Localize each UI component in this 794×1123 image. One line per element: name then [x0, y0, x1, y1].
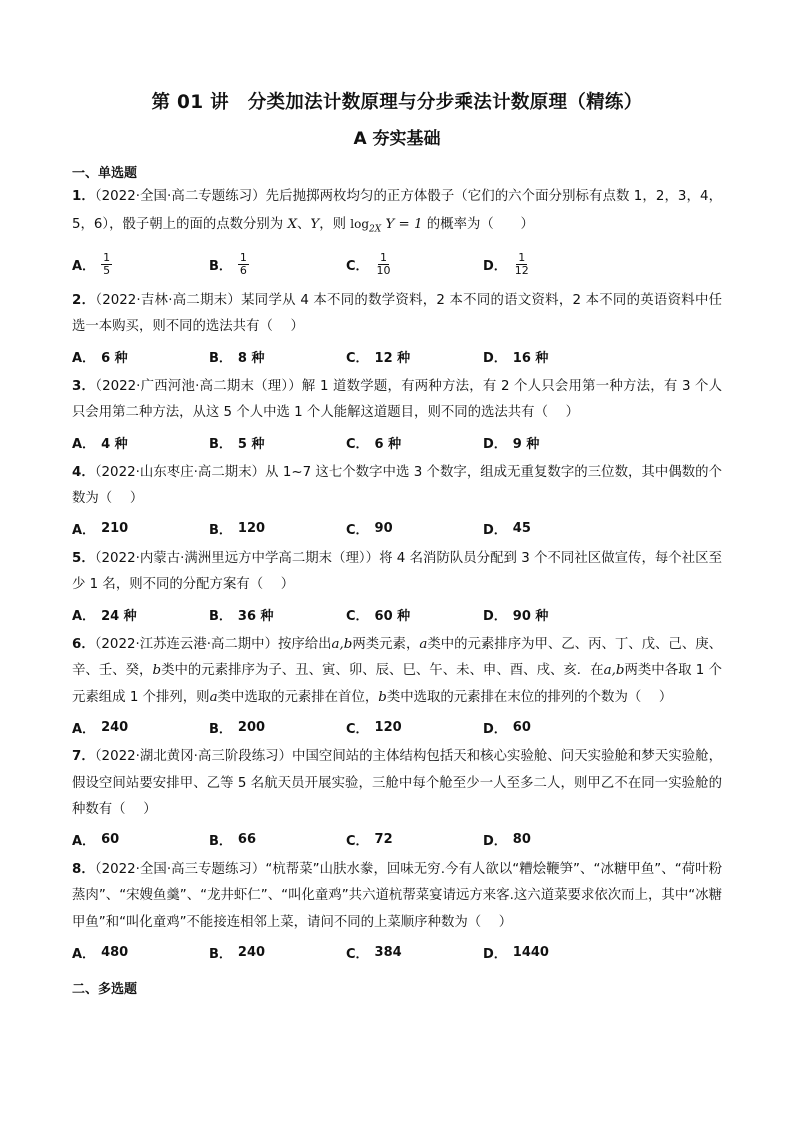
option-value: 60: [512, 719, 531, 735]
option-value: 200: [237, 719, 266, 735]
option-value: 72: [374, 832, 393, 848]
option-label: B．: [209, 946, 232, 962]
question-source: （2022·江苏连云港·高二期中）: [94, 636, 278, 652]
option-a[interactable]: [72, 252, 209, 278]
option-c[interactable]: [346, 433, 483, 452]
option-c[interactable]: [346, 252, 483, 278]
options-row: [72, 826, 722, 854]
numerator: 1: [239, 250, 247, 264]
option-value: 9 种: [512, 437, 540, 453]
option-value: 90: [374, 521, 393, 537]
option-c[interactable]: [346, 943, 483, 962]
option-value: 5 种: [237, 437, 265, 453]
option-a[interactable]: [72, 433, 209, 452]
option-label: D．: [483, 721, 507, 737]
question-3: [72, 374, 722, 427]
section-heading-single-choice: 一、单选题: [72, 165, 138, 181]
numerator: 1: [103, 250, 111, 264]
option-value: 60: [101, 832, 120, 848]
option-label: C．: [346, 437, 369, 453]
question-8: [72, 857, 722, 937]
question-text: 两类元素，: [352, 636, 420, 652]
option-value: 6 种: [374, 437, 402, 453]
option-value: 12 种: [374, 351, 411, 367]
option-label: D．: [483, 351, 507, 367]
option-value: 24 种: [101, 609, 137, 625]
option-value: 240: [101, 719, 129, 735]
option-a[interactable]: [72, 718, 209, 737]
question-text: 从 1~7 这七个数字中选 3 个数字，组成无重复数字的三位数，其中偶数的个数为（ ）: [72, 464, 722, 507]
option-label: D．: [483, 437, 507, 453]
option-c[interactable]: [346, 830, 483, 849]
question-number: 1．: [72, 189, 95, 205]
option-label: A．: [72, 259, 96, 275]
option-label: D．: [483, 523, 507, 539]
question-number: 6．: [72, 636, 95, 652]
math-var: b: [152, 663, 162, 679]
options-row: [72, 713, 722, 741]
option-b[interactable]: [209, 943, 346, 962]
question-source: （2022·内蒙古·满洲里远方中学高二期末（理））: [94, 550, 380, 566]
question-number: 8．: [72, 861, 95, 877]
question-text: 按序给出: [277, 636, 332, 652]
option-d[interactable]: [483, 347, 620, 366]
question-text: 类中选取的元素排在末位的排列的个数为（ ）: [386, 689, 673, 705]
question-number: 7．: [72, 749, 95, 765]
options-row: [72, 245, 722, 285]
question-text: 的概率为（ ）: [422, 216, 534, 232]
question-text: 解 1 道数学题，有两种方法，有 2 个人只会用第一种方法，有 3 个人只会用第二种方法，从这 5 个人中选 1 个人能解这道题目，则不同的选法共有（ ）: [72, 378, 722, 421]
option-label: D．: [483, 834, 507, 850]
option-label: C．: [346, 351, 369, 367]
math-log-arg: Y = 1: [381, 216, 423, 232]
math-var: a,b: [331, 636, 353, 652]
option-label: B．: [209, 437, 232, 453]
option-value: 1440: [512, 944, 549, 960]
option-label: D．: [483, 259, 507, 275]
option-b[interactable]: [209, 433, 346, 452]
option-label: C．: [346, 523, 369, 539]
numerator: 1: [518, 250, 526, 264]
option-label: B．: [209, 721, 232, 737]
question-text: 类中的元素排序为子、丑、寅、卯、辰、巳、午、未、申、酉、戌、亥．在: [161, 663, 604, 679]
math-log-base: 2X: [369, 224, 382, 235]
option-value: 480: [101, 944, 129, 960]
options-row: [72, 515, 722, 543]
option-value: 8 种: [237, 351, 265, 367]
option-value: 90 种: [512, 609, 549, 625]
math-log: log: [350, 216, 370, 231]
option-label: D．: [483, 609, 507, 625]
option-d[interactable]: [483, 252, 620, 278]
option-label: A．: [72, 609, 96, 625]
option-a[interactable]: [72, 347, 209, 366]
option-label: D．: [483, 946, 507, 962]
option-value: 80: [512, 832, 531, 848]
option-label: A．: [72, 721, 96, 737]
question-4: [72, 460, 722, 513]
option-a[interactable]: [72, 830, 209, 849]
numerator: 1: [380, 250, 388, 264]
option-b[interactable]: [209, 347, 346, 366]
option-label: A．: [72, 946, 96, 962]
denominator: 5: [103, 264, 111, 278]
option-c[interactable]: [346, 347, 483, 366]
option-a[interactable]: [72, 605, 209, 624]
question-source: （2022·全国·高二专题练习）: [94, 189, 266, 205]
option-a[interactable]: [72, 519, 209, 538]
math-var: X: [287, 216, 298, 232]
question-text: 、: [297, 216, 311, 232]
option-d[interactable]: [483, 718, 620, 737]
denominator: 10: [376, 264, 391, 278]
math-var: a: [209, 689, 218, 705]
question-text: “杭帮菜”山肤水豢，回味无穷.今有人欲以“糟烩鞭笋”、“冰糖甲鱼”、“荷叶粉蒸肉”、“宋嫂鱼羹”、“龙井虾仁”、“叫化童鸡”共六道杭帮菜宴请远方来客.这六道菜要求依次而上，其中“冰糖甲鱼”和“叫化童鸡”不能接连相邻上菜，请问不同的上菜顺序种数为（ ）: [72, 861, 722, 930]
options-row: [72, 938, 722, 966]
math-var: a: [419, 636, 428, 652]
math-var: a,b: [603, 663, 625, 679]
option-label: C．: [346, 721, 369, 737]
option-label: A．: [72, 351, 96, 367]
question-source: （2022·山东枣庄·高二期末）: [94, 464, 266, 480]
option-label: C．: [346, 946, 369, 962]
fraction: [513, 252, 531, 278]
option-value: 16 种: [512, 351, 549, 367]
option-label: B．: [209, 834, 232, 850]
option-label: B．: [209, 609, 232, 625]
options-row: [72, 429, 722, 457]
option-label: B．: [209, 351, 232, 367]
option-d[interactable]: [483, 605, 620, 624]
fraction: [101, 252, 112, 278]
question-6: [72, 632, 722, 712]
section-heading-multiple-choice: 二、多选题: [72, 982, 138, 998]
options-row: [72, 601, 722, 629]
question-text: 中国空间站的主体结构包括天和核心实验舱、问天实验舱和梦天实验舱，假设空间站要安排甲、乙等 5 名航天员开展实验，三舱中每个舱至少一人至多二人，则甲乙不在同一实验舱的种数有（ ）: [72, 749, 722, 818]
options-row: [72, 343, 722, 371]
question-source: （2022·广西河池·高二期末（理））: [95, 378, 302, 394]
option-label: A．: [72, 437, 96, 453]
page-subtitle: A 夯实基础: [353, 129, 441, 150]
option-label: A．: [72, 523, 96, 539]
question-text: 类中选取的元素排在首位，: [217, 689, 379, 705]
question-source: （2022·吉林·高二期末）: [95, 292, 242, 308]
option-d[interactable]: [483, 943, 620, 962]
option-value: 240: [237, 944, 266, 960]
fraction: [238, 252, 249, 278]
option-a[interactable]: [72, 943, 209, 962]
math-var: Y: [310, 216, 320, 232]
question-text: 先后抛掷两枚均匀的正方体骰子（它们的六个面分别标有点数 1，2，3，4，5，6），骰子朝上的面的点数分别为: [72, 189, 722, 232]
option-label: B．: [209, 259, 232, 275]
question-text: 将 4 名消防队员分配到 3 个不同社区做宣传，每个社区至少 1 名，则不同的分配方案有（ ）: [72, 550, 722, 593]
option-value: 120: [374, 719, 402, 735]
option-label: A．: [72, 834, 96, 850]
question-number: 2．: [72, 292, 96, 308]
question-1: [72, 184, 722, 243]
question-text: 某同学从 4 本不同的数学资料，2 本不同的语文资料，2 本不同的英语资料中任选一本购买，则不同的选法共有（ ）: [72, 292, 723, 335]
option-c[interactable]: [346, 519, 483, 538]
question-number: 4．: [72, 464, 95, 480]
option-label: C．: [346, 259, 369, 275]
fraction: [375, 252, 393, 278]
denominator: 12: [514, 264, 529, 278]
question-number: 3．: [72, 378, 96, 394]
option-d[interactable]: [483, 433, 620, 452]
option-c[interactable]: [346, 605, 483, 624]
question-text: ，则: [319, 216, 351, 232]
option-value: 66: [237, 832, 257, 848]
option-value: 36 种: [237, 609, 274, 625]
option-value: 210: [101, 521, 129, 537]
denominator: 6: [239, 264, 247, 278]
option-b[interactable]: [209, 519, 346, 538]
question-source: （2022·全国·高三专题练习）: [94, 861, 266, 877]
option-d[interactable]: [483, 830, 620, 849]
option-b[interactable]: [209, 830, 346, 849]
page-title: 第 01 讲 分类加法计数原理与分步乘法计数原理（精练）: [151, 92, 643, 113]
option-value: 60 种: [374, 609, 411, 625]
option-b[interactable]: [209, 718, 346, 737]
option-label: C．: [346, 609, 369, 625]
option-d[interactable]: [483, 519, 620, 538]
question-number: 5．: [72, 550, 95, 566]
question-2: [72, 288, 722, 341]
option-b[interactable]: [209, 252, 346, 278]
math-var: b: [378, 689, 387, 705]
option-b[interactable]: [209, 605, 346, 624]
question-source: （2022·湖北黄冈·高三阶段练习）: [94, 749, 293, 765]
option-label: B．: [209, 523, 232, 539]
option-value: 120: [237, 521, 266, 537]
option-value: 45: [512, 521, 531, 537]
option-value: 4 种: [101, 437, 128, 453]
option-value: 384: [374, 944, 402, 960]
question-5: [72, 546, 722, 599]
option-c[interactable]: [346, 718, 483, 737]
option-label: C．: [346, 834, 369, 850]
question-text: 类中的元素排序为甲、乙、丙、丁、戊、己、庚、辛、壬、癸，: [72, 636, 723, 679]
question-7: [72, 744, 722, 824]
question-text: 两类中各取 1 个元素组成 1 个排列，则: [72, 663, 722, 705]
option-value: 6 种: [101, 351, 128, 367]
